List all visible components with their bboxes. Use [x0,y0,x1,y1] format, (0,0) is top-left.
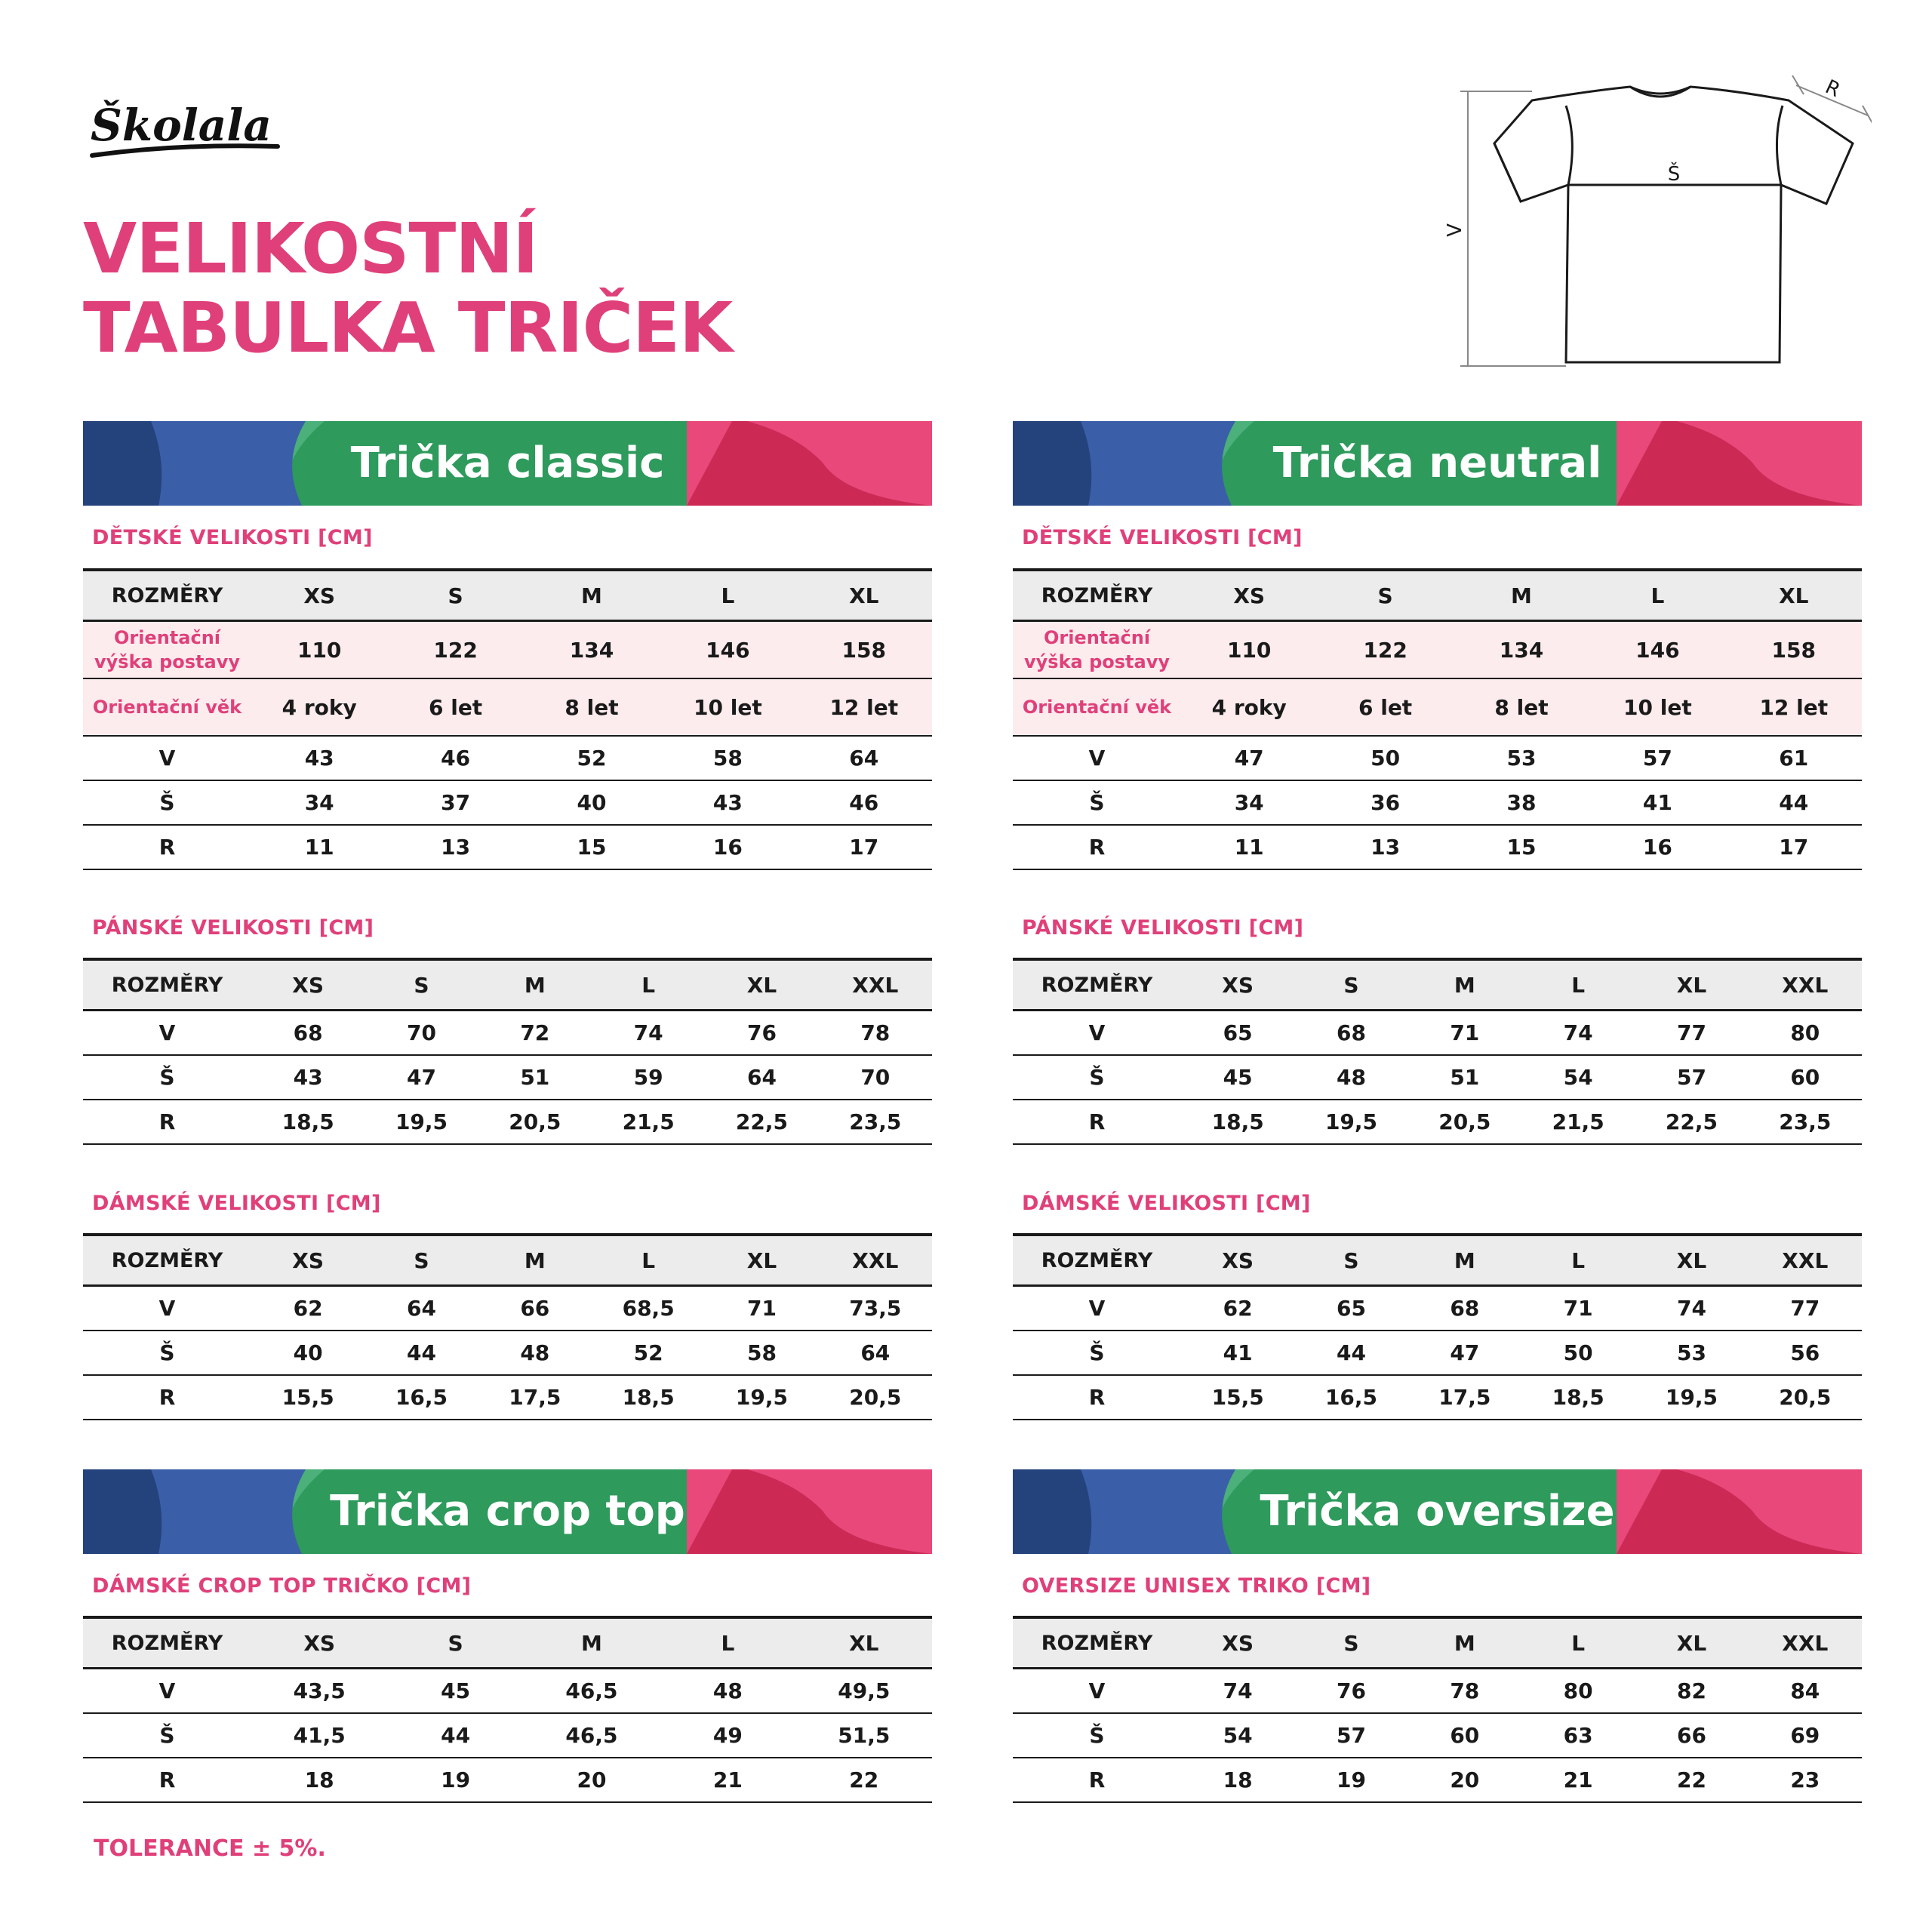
cell-value: 48 [478,1331,592,1375]
cell-value: 45 [387,1669,523,1714]
cell-value: 52 [592,1331,705,1375]
cell-value: 6 let [1317,678,1453,736]
cell-value: 41 [1589,780,1725,825]
header-size: XS [1181,1617,1294,1669]
table-row [83,1286,932,1331]
cell-value: 19,5 [705,1375,818,1420]
cell-value: 78 [819,1011,932,1056]
cell-value: 110 [251,621,387,679]
label-neutral-kids: DĚTSKÉ VELIKOSTI [CM] [1022,526,1303,549]
header-size: M [524,570,660,621]
cell-value: 12 let [796,678,932,736]
row-label: R [83,1758,251,1802]
cell-value: 64 [819,1331,932,1375]
cell-value: 19,5 [365,1100,478,1144]
cell-value: 16 [660,825,795,869]
cell-value: 20,5 [1408,1100,1521,1144]
cell-value: 11 [1181,825,1317,869]
header-size: S [1294,1617,1407,1669]
row-label: R [1013,1100,1181,1144]
cell-value: 15 [524,825,660,869]
header-size: XL [1635,1235,1748,1286]
cell-value: 43,5 [251,1669,387,1714]
cell-value: 71 [1408,1011,1521,1056]
row-label: V [83,1669,251,1714]
table-row [83,1713,932,1758]
cell-value: 53 [1635,1331,1748,1375]
cell-value: 158 [1726,621,1862,679]
cell-value: 16,5 [1294,1375,1407,1420]
row-label: R [83,825,251,869]
cell-value: 19,5 [1294,1100,1407,1144]
cell-value: 46 [796,780,932,825]
cell-value: 21 [1521,1758,1635,1802]
cell-value: 18,5 [592,1375,705,1420]
table-croptop [83,1616,932,1803]
cell-value: 49,5 [796,1669,932,1714]
cell-value: 51 [478,1055,592,1100]
cell-value: 44 [1726,780,1862,825]
cell-value: 19,5 [1635,1375,1748,1420]
row-label: R [83,1375,251,1420]
cell-value: 40 [524,780,660,825]
cell-value: 80 [1521,1669,1635,1714]
tshirt-diagram [1434,72,1872,389]
table-row [1013,1375,1862,1420]
cell-value: 57 [1294,1713,1407,1758]
header-size: S [387,1617,523,1669]
cell-value: 58 [705,1331,818,1375]
banner-neutral-title: Trička neutral [1272,438,1602,488]
cell-value: 68 [251,1011,365,1056]
cell-value: 18 [251,1758,387,1802]
header-size: S [1294,1235,1407,1286]
cell-value: 37 [387,780,523,825]
row-label: Š [1013,1331,1181,1375]
row-label: R [83,1100,251,1144]
cell-value: 16 [1589,825,1725,869]
cell-value: 10 let [1589,678,1725,736]
header-size: L [660,1617,795,1669]
row-label: Š [83,1331,251,1375]
cell-value: 17 [1726,825,1862,869]
table-row [83,1055,932,1100]
table-row [83,1375,932,1420]
cell-value: 63 [1521,1713,1635,1758]
header-size: XS [251,959,365,1011]
cell-value: 15,5 [1181,1375,1294,1420]
cell-value: 58 [660,736,795,780]
row-label: V [83,736,251,780]
cell-value: 146 [1589,621,1725,679]
cell-value: 48 [660,1669,795,1714]
row-label: R [1013,1758,1181,1802]
header-size: XL [796,1617,932,1669]
cell-value: 23,5 [1749,1100,1862,1144]
cell-value: 22 [796,1758,932,1802]
row-label: V [1013,1011,1181,1056]
row-label: Orientační věk [83,678,251,736]
table-row [83,780,932,825]
header-size: M [478,1235,592,1286]
cell-value: 56 [1749,1331,1862,1375]
table-row [83,825,932,869]
cell-value: 69 [1749,1713,1862,1758]
header-size: XXL [819,959,932,1011]
cell-value: 68 [1294,1011,1407,1056]
cell-value: 12 let [1726,678,1862,736]
row-label: Š [1013,1713,1181,1758]
cell-value: 110 [1181,621,1317,679]
cell-value: 20,5 [478,1100,592,1144]
cell-value: 68,5 [592,1286,705,1331]
cell-value: 43 [251,1055,365,1100]
cell-value: 21,5 [1521,1100,1635,1144]
cell-value: 47 [1181,736,1317,780]
cell-value: 74 [1521,1011,1635,1056]
cell-value: 18 [1181,1758,1294,1802]
row-label: V [83,1011,251,1056]
cell-value: 8 let [1454,678,1589,736]
cell-value: 41 [1181,1331,1294,1375]
cell-value: 146 [660,621,795,679]
cell-value: 82 [1635,1669,1748,1714]
cell-value: 66 [478,1286,592,1331]
table-classic-kids [83,568,932,870]
cell-value: 70 [365,1011,478,1056]
label-croptop: DÁMSKÉ CROP TOP TRIČKO [CM] [92,1574,472,1598]
diagram-label-r: R [1821,75,1844,103]
header-size: M [1408,959,1521,1011]
cell-value: 64 [705,1055,818,1100]
header-size: S [365,959,478,1011]
table-row [1013,1331,1862,1375]
table-row [83,736,932,780]
header-size: XL [705,1235,818,1286]
cell-value: 16,5 [365,1375,478,1420]
cell-value: 76 [1294,1669,1407,1714]
cell-value: 23,5 [819,1100,932,1144]
header-size: L [1589,570,1725,621]
row-label: Š [1013,1055,1181,1100]
banner-neutral [1013,421,1862,506]
cell-value: 65 [1294,1286,1407,1331]
skolala-logo [89,97,285,165]
table-row [1013,1100,1862,1144]
banner-croptop-title: Trička crop top [330,1487,685,1536]
cell-value: 44 [365,1331,478,1375]
cell-value: 61 [1726,736,1862,780]
label-classic-women: DÁMSKÉ VELIKOSTI [CM] [92,1192,381,1215]
header-rozmery: ROZMĚRY [1013,570,1181,621]
table-row [1013,825,1862,869]
label-classic-kids: DĚTSKÉ VELIKOSTI [CM] [92,526,373,549]
cell-value: 77 [1635,1011,1748,1056]
cell-value: 46 [387,736,523,780]
cell-value: 158 [796,621,932,679]
banner-oversize-title: Trička oversize [1260,1487,1615,1536]
table-row [83,678,932,736]
header-rozmery: ROZMĚRY [83,959,251,1011]
table-row [1013,1055,1862,1100]
table-neutral-women [1013,1233,1862,1420]
header-size: M [1454,570,1589,621]
table-row [1013,1286,1862,1331]
table-row [1013,1669,1862,1714]
cell-value: 78 [1408,1669,1521,1714]
table-classic-women [83,1233,932,1420]
cell-value: 13 [1317,825,1453,869]
cell-value: 8 let [524,678,660,736]
cell-value: 15,5 [251,1375,365,1420]
table-neutral-men [1013,958,1862,1145]
cell-value: 18,5 [1181,1100,1294,1144]
cell-value: 84 [1749,1669,1862,1714]
table-oversize [1013,1616,1862,1803]
cell-value: 45 [1181,1055,1294,1100]
cell-value: 70 [819,1055,932,1100]
cell-value: 62 [1181,1286,1294,1331]
table-row [83,1758,932,1802]
cell-value: 44 [1294,1331,1407,1375]
cell-value: 23 [1749,1758,1862,1802]
row-label: Š [1013,780,1181,825]
row-label: V [1013,736,1181,780]
row-label: Š [83,1713,251,1758]
cell-value: 21 [660,1758,795,1802]
cell-value: 73,5 [819,1286,932,1331]
row-label: V [1013,1286,1181,1331]
cell-value: 51 [1408,1055,1521,1100]
cell-value: 53 [1454,736,1589,780]
cell-value: 41,5 [251,1713,387,1758]
cell-value: 122 [1317,621,1453,679]
row-label: V [83,1286,251,1331]
banner-oversize [1013,1469,1862,1554]
header-size: M [524,1617,660,1669]
cell-value: 57 [1635,1055,1748,1100]
cell-value: 43 [660,780,795,825]
table-row [1013,1758,1862,1802]
cell-value: 20 [1408,1758,1521,1802]
cell-value: 6 let [387,678,523,736]
cell-value: 52 [524,736,660,780]
cell-value: 74 [1635,1286,1748,1331]
cell-value: 54 [1181,1713,1294,1758]
header-size: L [660,570,795,621]
header-size: XXL [1749,1617,1862,1669]
row-label: Orientační věk [1013,678,1181,736]
cell-value: 60 [1408,1713,1521,1758]
cell-value: 22,5 [1635,1100,1748,1144]
cell-value: 17 [796,825,932,869]
header-size: XXL [819,1235,932,1286]
cell-value: 4 roky [1181,678,1317,736]
cell-value: 36 [1317,780,1453,825]
label-oversize: OVERSIZE UNISEX TRIKO [CM] [1022,1574,1371,1598]
header-size: XS [251,570,387,621]
table-neutral-kids [1013,568,1862,870]
cell-value: 48 [1294,1055,1407,1100]
cell-value: 134 [1454,621,1589,679]
header-size: M [1408,1617,1521,1669]
cell-value: 64 [796,736,932,780]
table-row [83,1331,932,1375]
cell-value: 74 [592,1011,705,1056]
header-size: M [1408,1235,1521,1286]
cell-value: 71 [1521,1286,1635,1331]
table-row [1013,678,1862,736]
header-size: L [592,959,705,1011]
cell-value: 22,5 [705,1100,818,1144]
cell-value: 17,5 [1408,1375,1521,1420]
cell-value: 54 [1521,1055,1635,1100]
cell-value: 80 [1749,1011,1862,1056]
table-row [1013,1713,1862,1758]
cell-value: 18,5 [251,1100,365,1144]
cell-value: 57 [1589,736,1725,780]
table-row [1013,780,1862,825]
header-rozmery: ROZMĚRY [1013,1617,1181,1669]
cell-value: 21,5 [592,1100,705,1144]
header-rozmery: ROZMĚRY [83,1617,251,1669]
header-rozmery: ROZMĚRY [83,570,251,621]
cell-value: 20,5 [819,1375,932,1420]
header-rozmery: ROZMĚRY [1013,1235,1181,1286]
row-label: Š [83,780,251,825]
header-rozmery: ROZMĚRY [1013,959,1181,1011]
header-size: L [1521,959,1635,1011]
cell-value: 22 [1635,1758,1748,1802]
header-size: XS [251,1617,387,1669]
cell-value: 50 [1521,1331,1635,1375]
page-title-line1: VELIKOSTNÍ [83,208,538,289]
diagram-label-s: Š [1667,163,1681,186]
cell-value: 59 [592,1055,705,1100]
header-size: XS [1181,1235,1294,1286]
row-label: R [1013,1375,1181,1420]
cell-value: 11 [251,825,387,869]
cell-value: 72 [478,1011,592,1056]
cell-value: 60 [1749,1055,1862,1100]
tolerance-note: TOLERANCE ± 5%. [94,1835,326,1862]
header-size: S [365,1235,478,1286]
header-size: L [1521,1235,1635,1286]
header-size: S [387,570,523,621]
label-classic-men: PÁNSKÉ VELIKOSTI [CM] [92,916,374,940]
logo-text: Školala [91,100,272,151]
header-size: XS [1181,959,1294,1011]
cell-value: 34 [251,780,387,825]
cell-value: 134 [524,621,660,679]
cell-value: 64 [365,1286,478,1331]
cell-value: 17,5 [478,1375,592,1420]
table-row [83,1011,932,1056]
cell-value: 47 [1408,1331,1521,1375]
banner-classic [83,421,932,506]
cell-value: 50 [1317,736,1453,780]
table-classic-men [83,958,932,1145]
cell-value: 77 [1749,1286,1862,1331]
cell-value: 19 [387,1758,523,1802]
header-size: XXL [1749,1235,1862,1286]
cell-value: 68 [1408,1286,1521,1331]
header-size: XS [251,1235,365,1286]
cell-value: 18,5 [1521,1375,1635,1420]
banner-croptop [83,1469,932,1554]
row-label: V [1013,1669,1181,1714]
cell-value: 71 [705,1286,818,1331]
page-title-line2: TABULKA TRIČEK [83,288,733,368]
header-size: L [1521,1617,1635,1669]
cell-value: 20 [524,1758,660,1802]
cell-value: 46,5 [524,1669,660,1714]
header-size: M [478,959,592,1011]
cell-value: 122 [387,621,523,679]
cell-value: 74 [1181,1669,1294,1714]
table-row [83,621,932,679]
header-size: XL [1726,570,1862,621]
banner-classic-title: Trička classic [350,438,665,488]
header-size: XL [705,959,818,1011]
row-label: Orientační výška postavy [1013,621,1181,679]
cell-value: 47 [365,1055,478,1100]
cell-value: 43 [251,736,387,780]
cell-value: 65 [1181,1011,1294,1056]
cell-value: 49 [660,1713,795,1758]
cell-value: 76 [705,1011,818,1056]
cell-value: 10 let [660,678,795,736]
cell-value: 19 [1294,1758,1407,1802]
row-label: Š [83,1055,251,1100]
diagram-label-v: V [1444,223,1466,237]
header-size: XXL [1749,959,1862,1011]
cell-value: 34 [1181,780,1317,825]
header-size: XL [1635,1617,1748,1669]
table-row [83,1100,932,1144]
cell-value: 51,5 [796,1713,932,1758]
cell-value: 15 [1454,825,1589,869]
table-row [1013,736,1862,780]
label-neutral-women: DÁMSKÉ VELIKOSTI [CM] [1022,1192,1311,1215]
header-size: L [592,1235,705,1286]
header-size: XL [796,570,932,621]
cell-value: 38 [1454,780,1589,825]
header-size: S [1294,959,1407,1011]
header-size: S [1317,570,1453,621]
cell-value: 66 [1635,1713,1748,1758]
cell-value: 62 [251,1286,365,1331]
cell-value: 4 roky [251,678,387,736]
header-rozmery: ROZMĚRY [83,1235,251,1286]
row-label: Orientační výška postavy [83,621,251,679]
label-neutral-men: PÁNSKÉ VELIKOSTI [CM] [1022,916,1304,940]
table-row [83,1669,932,1714]
row-label: R [1013,825,1181,869]
cell-value: 20,5 [1749,1375,1862,1420]
cell-value: 46,5 [524,1713,660,1758]
cell-value: 13 [387,825,523,869]
header-size: XS [1181,570,1317,621]
cell-value: 44 [387,1713,523,1758]
cell-value: 40 [251,1331,365,1375]
header-size: XL [1635,959,1748,1011]
table-row [1013,1011,1862,1056]
table-row [1013,621,1862,679]
